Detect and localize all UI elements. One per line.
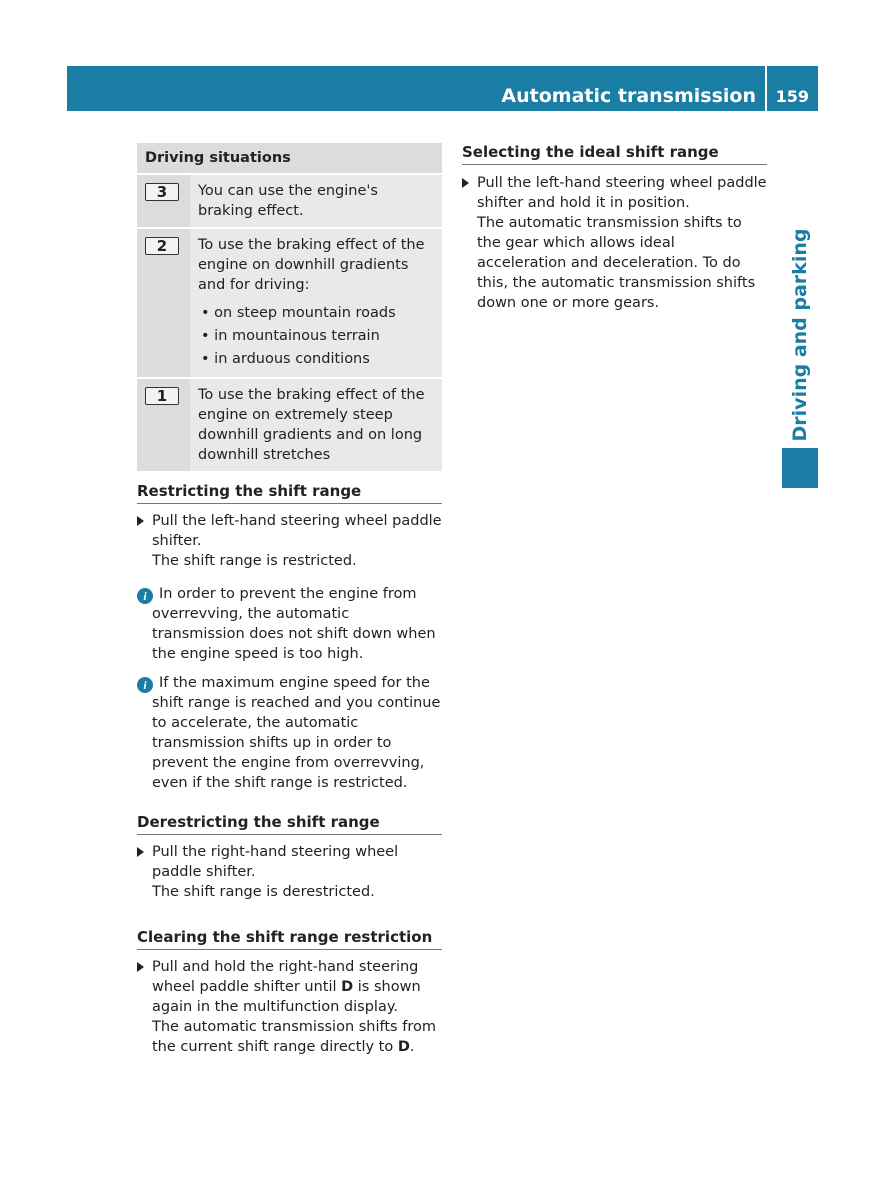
ideal-instructions xyxy=(462,173,767,313)
bullet-list xyxy=(201,302,436,371)
chapter-tab xyxy=(782,228,818,442)
page-title: Automatic transmission xyxy=(501,85,756,107)
table-cell: To use the braking effect of the engine on downhill gradients and for driving: xyxy=(198,237,425,293)
section-heading-derestricting: Derestricting the shift range xyxy=(137,812,442,835)
table-row xyxy=(137,175,442,229)
step-result: The automatic transmission shifts to the gear which allows ideal acceleration and deceleration. To do this, the automatic transmission shifts down one or more gears. xyxy=(477,215,756,311)
page-header xyxy=(67,66,818,111)
section-heading-ideal: Selecting the ideal shift range xyxy=(462,142,767,165)
step-result: The automatic transmission shifts from the current shift range directly to D. xyxy=(152,1019,436,1055)
instruction-step: Pull the right-hand steering wheel paddle shifter. The shift range is derestricted. xyxy=(137,842,442,902)
chapter-marker xyxy=(782,448,818,488)
step-arrow-icon xyxy=(137,847,144,857)
gear-3-key-icon: 3 xyxy=(145,183,179,201)
step-result: The shift range is restricted. xyxy=(152,553,357,569)
list-item: • in mountainous terrain xyxy=(201,328,380,344)
page-number: 159 xyxy=(775,87,809,106)
info-icon: i xyxy=(137,588,153,604)
step-arrow-icon xyxy=(137,962,144,972)
table-cell: To use the braking effect of the engine on extremely steep downhill gradients and on long downhill stretches xyxy=(190,379,442,471)
instruction-step: Pull the left-hand steering wheel paddle shifter and hold it in position. The automatic transmission shifts to the gear which allows ideal acceleration and deceleration. To do this, the automatic transmission shifts down one or more gears. xyxy=(462,173,767,313)
table-row xyxy=(137,379,442,473)
step-result: The shift range is derestricted. xyxy=(152,884,375,900)
table-heading: Driving situations xyxy=(137,143,442,175)
section-heading-clearing: Clearing the shift range restriction xyxy=(137,927,442,950)
header-divider xyxy=(765,66,767,111)
table-row xyxy=(137,229,442,379)
list-item: • in arduous conditions xyxy=(201,351,370,367)
table-cell: You can use the engine's braking effect. xyxy=(190,175,442,227)
instruction-step: Pull the left-hand steering wheel paddle shifter. The shift range is restricted. xyxy=(137,511,442,571)
step-arrow-icon xyxy=(137,516,144,526)
clearing-instructions xyxy=(137,957,442,1057)
info-icon: i xyxy=(137,677,153,693)
gear-1-key-icon: 1 xyxy=(145,387,179,405)
restricting-instructions xyxy=(137,511,442,793)
derestricting-instructions xyxy=(137,842,442,902)
info-note: i In order to prevent the engine from overrevving, the automatic transmission does not shift down when the engine speed is too high. xyxy=(137,584,442,664)
step-arrow-icon xyxy=(462,178,469,188)
instruction-step: Pull and hold the right-hand steering wheel paddle shifter until D is shown again in the multifunction display. The automatic transmission shifts from the current shift range directly to D. xyxy=(137,957,442,1057)
driving-situations-table xyxy=(137,143,442,473)
list-item: • on steep mountain roads xyxy=(201,305,396,321)
chapter-tab-label: Driving and parking xyxy=(789,228,811,442)
gear-2-key-icon: 2 xyxy=(145,237,179,255)
info-note: i If the maximum engine speed for the shift range is reached and you continue to accelerate, the automatic transmission shifts up in order to prevent the engine from overrevving, even if the shift range is restricted. xyxy=(137,673,442,793)
section-heading-restricting: Restricting the shift range xyxy=(137,481,442,504)
